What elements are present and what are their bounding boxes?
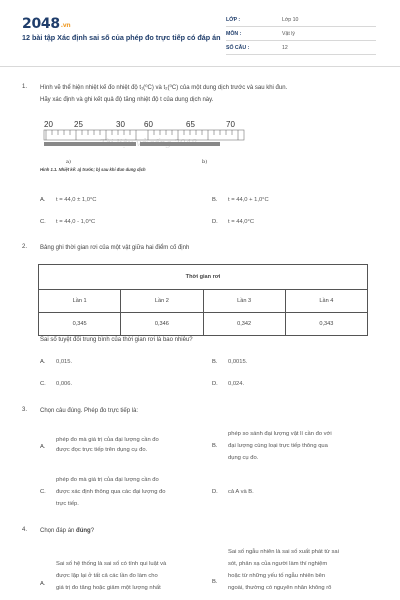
- table-cell: 0,343: [285, 313, 367, 336]
- table-header-cell: Lần 1: [39, 290, 121, 313]
- question-1-line-1: Hình vẽ thể hiện nhiệt kế đo nhiệt độ t₁(⁰C) và t₂(⁰C) của một dung dịch trước và sau khi đun.: [40, 85, 288, 91]
- table-header-cell: Lần 3: [203, 290, 285, 313]
- page-header: [0, 0, 400, 68]
- tick-label: 65: [186, 120, 195, 129]
- figure-caption: Hình 1.1. Nhiệt kế: a) trước; b) sau khi đun dung dịch: [40, 167, 146, 172]
- table-header-cell: Lần 2: [121, 290, 203, 313]
- table-header-cell: Lần 4: [285, 290, 367, 313]
- meta-value: Vật lý: [282, 31, 295, 37]
- tick-label: 30: [116, 120, 125, 129]
- meta-key: SỐ CÂU :: [226, 45, 250, 51]
- table-row: [39, 290, 368, 313]
- meta-value: 12: [282, 45, 288, 51]
- question-number: 4.: [22, 527, 28, 533]
- question-1-line-2: Hãy xác định và ghi kết quả độ tăng nhiệt độ t của dung dịch này.: [40, 97, 214, 103]
- meta-key: MÔN :: [226, 31, 242, 37]
- table-cell: 0,345: [39, 313, 121, 336]
- tick-label: 70: [226, 120, 235, 129]
- thermometer-figure: [40, 118, 250, 173]
- table-title: Thời gian rơi: [39, 265, 368, 290]
- tick-label: 60: [144, 120, 153, 129]
- question-number: 3.: [22, 407, 28, 413]
- table-row: [39, 313, 368, 336]
- table-cell: 0,342: [203, 313, 285, 336]
- table-cell: 0,346: [121, 313, 203, 336]
- figure-label-a: a): [66, 159, 71, 165]
- meta-row-class: [226, 14, 376, 27]
- q4-option-b[interactable]: B. Sai số ngẫu nhiên là sai số xuất phát từ sai sót, phản xạ của người làm thí nghiệm hoặc từ những yếu tố ngẫu nhiên bên ngoài, thường có nguyên nhân không rõ: [212, 549, 339, 591]
- mercury-column-a: [44, 142, 136, 146]
- q3-option-c[interactable]: C. phép đo mà giá trị của đại lượng cần đo được xác định thông qua các đại lượng đo trực tiếp.: [40, 477, 166, 507]
- logo-main: 2048: [22, 16, 60, 32]
- meta-row-subject: [226, 28, 376, 41]
- document-title: 12 bài tập Xác định sai số của phép đo trực tiếp có đáp án: [22, 33, 221, 42]
- fall-time-table: [38, 264, 368, 336]
- q3-option-b[interactable]: B. phép so sánh đại lượng vật lí cần đo với đại lượng cùng loại trực tiếp thông qua dụng cụ đo.: [212, 431, 332, 461]
- q4-option-a[interactable]: A. Sai số hệ thống là sai số có tính qui luật và được lặp lại ở tất cả các lần đo làm cho giá trị đo tăng hoặc giảm một lượng nhất: [40, 561, 167, 591]
- tick-label: 25: [74, 120, 83, 129]
- site-logo[interactable]: [22, 16, 70, 32]
- meta-key: LỚP :: [226, 17, 241, 23]
- question-3-line-1: Chọn câu đúng. Phép đo trực tiếp là:: [40, 408, 139, 414]
- logo-suffix: .vn: [60, 22, 71, 29]
- meta-value: Lớp 10: [282, 17, 299, 23]
- question-4-line-1: Chọn đáp án đúng?: [40, 528, 95, 534]
- q3-option-a[interactable]: A. phép đo mà giá trị của đại lượng cần đo được đọc trực tiếp trên dụng cụ đo.: [40, 437, 159, 453]
- question-2-line-1: Bảng ghi thời gian rơi của một vật giữa hai điểm cố định: [40, 245, 190, 251]
- question-number: 1.: [22, 84, 28, 90]
- question-number: 2.: [22, 244, 28, 250]
- question-2-follow: Sai số tuyệt đối trung bình của thời gian rơi là bao nhiêu?: [40, 337, 193, 343]
- mercury-column-b: [140, 142, 220, 146]
- figure-label-b: b): [202, 159, 208, 165]
- tick-label: 20: [44, 120, 53, 129]
- meta-row-count: [226, 42, 376, 55]
- header-divider: [0, 66, 400, 67]
